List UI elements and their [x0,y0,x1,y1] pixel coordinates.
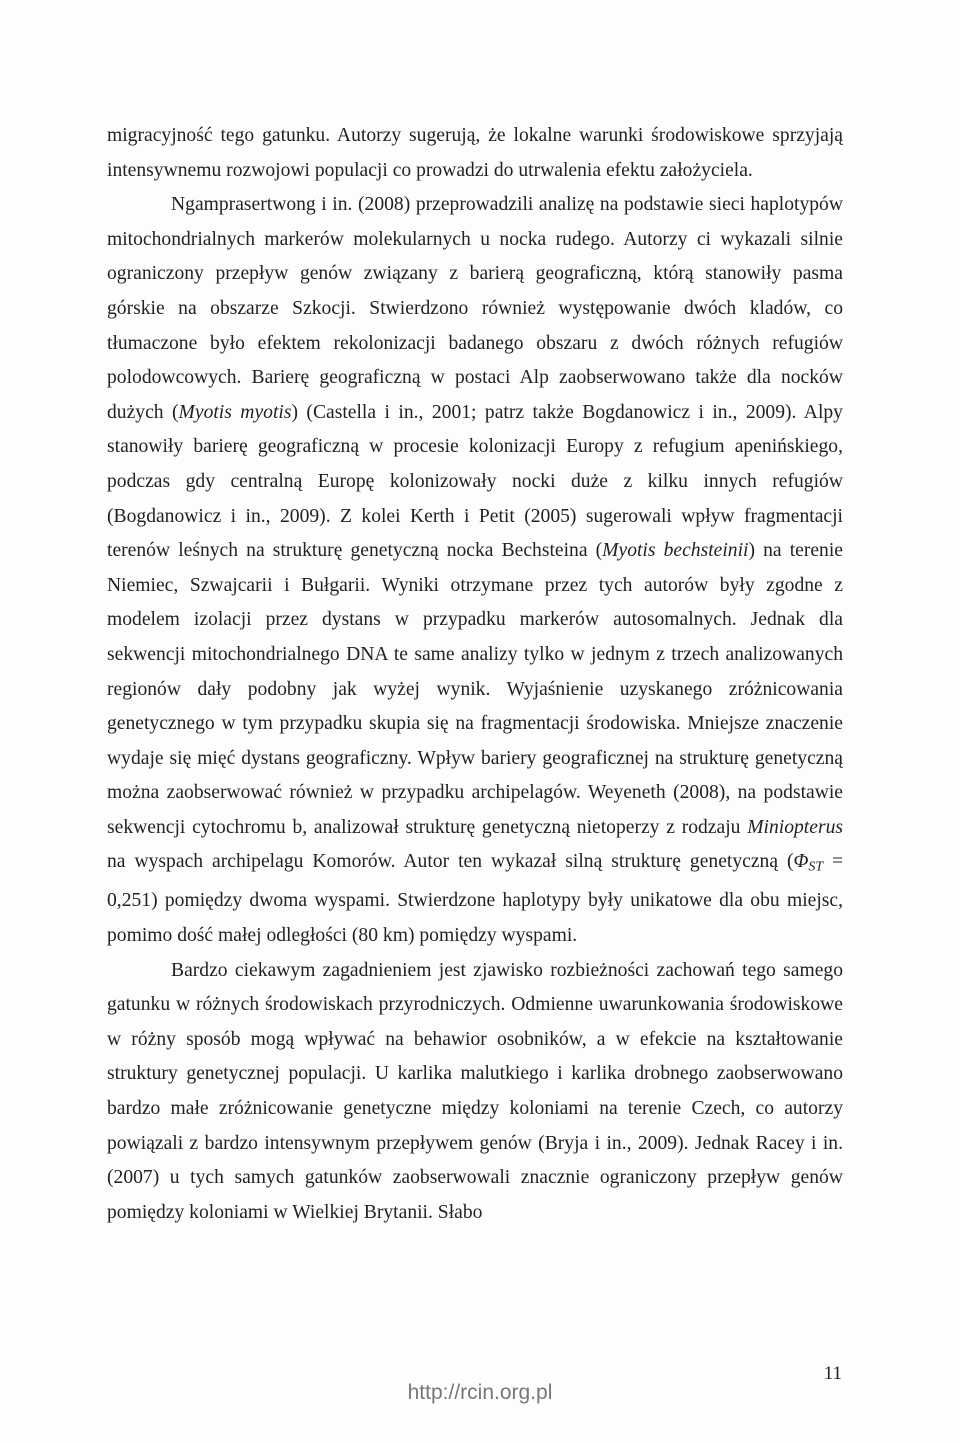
paragraph-p2 [107,188,843,953]
text-run: Φ [793,851,809,873]
text-run: Bardzo ciekawym zagadnieniem jest zjawisko rozbieżności zachowań tego samego gatunku w różnych środowiskach przyrodniczych. Odmienne uwarunkowania środowiskowe w różny sposób mogą wpływać na behawior osobników, a w efekcie na kształtowanie struktury genetycznej populacji. U karlika malutkiego i karlika drobnego zaobserwowano bardzo małe zróżnicowanie genetyczne między koloniami na terenie Czech, co autorzy powiązali z bardzo intensywnym przepływem genów (Bryja i in., 2009). Jednak Racey i in. (2007) u tych samych gatunków zaobserwowali znacznie ograniczony przepływ genów pomiędzy koloniami w Wielkiej Brytanii. Słabo [107,959,843,1223]
text-run: Myotis myotis [178,401,292,423]
text-run: migracyjność tego gatunku. Autorzy sugerują, że lokalne warunki środowiskowe sprzyjają intensywnemu rozwojowi populacji co prowadzi do utrwalenia efektu założyciela. [107,125,843,181]
page-number: 11 [823,1363,842,1384]
text-run: Ngamprasertwong i in. (2008) przeprowadzili analizę na podstawie sieci haplotypów mitochondrialnych markerów molekularnych u nocka rudego. Autorzy ci wykazali silnie ograniczony przepływ genów związany z barierą geograficzną, którą stanowiły pasma górskie na obszarze Szkocji. Stwierdzono również występowanie dwóch kladów, co tłumaczone było efektem rekolonizacji badanego obszaru z dwóch różnych refugiów polodowcowych. Barierę geograficzną w postaci Alp zaobserwowano także dla nocków dużych ( [107,194,843,423]
footer-url: http://rcin.org.pl [407,1381,553,1404]
text-run: Miniopterus [747,816,843,838]
text-run: na wyspach archipelagu Komorów. Autor ten wykazał silną strukturę genetyczną ( [107,851,794,873]
text-run: = 0,251) pomiędzy dwoma wyspami. Stwierdzone haplotypy były unikatowe dla obu miejsc, pomimo dość małej odległości (80 km) pomiędzy wyspami. [107,851,843,947]
body-text [107,119,843,1230]
text-run: ST [808,858,823,874]
paragraph-p1 [107,119,843,188]
text-run: ) (Castella i in., 2001; patrz także Bogdanowicz i in., 2009). Alpy stanowiły barierę geograficzną w procesie kolonizacji Europy z refugium apenińskiego, podczas gdy centralną Europę kolonizowały nocki duże z kilku innych refugiów (Bogdanowicz i in., 2009). Z kolei Kerth i Petit (2005) sugerowali wpływ fragmentacji terenów leśnych na strukturę genetyczną nocka Bechsteina ( [107,401,843,562]
paragraph-p3 [107,954,843,1231]
text-run: ) na terenie Niemiec, Szwajcarii i Bułgarii. Wyniki otrzymane przez tych autorów były zgodne z modelem izolacji przez dystans w przypadku markerów autosomalnych. Jednak dla sekwencji mitochondrialnego DNA te same analizy tylko w jednym z trzech analizowanych regionów dały podobny jak wyżej wynik. Wyjaśnienie uzyskanego zróżnicowania genetycznego w tym przypadku skupia się na fragmentacji środowiska. Mniejsze znaczenie wydaje się mięć dystans geograficzny. Wpływ bariery geograficznej na strukturę genetyczną można zaobserwować również w przypadku archipelagów. Weyeneth (2008), na podstawie sekwencji cytochromu b, analizował strukturę genetyczną nietoperzy z rodzaju [107,540,843,838]
text-run: Myotis bechsteinii [602,540,749,562]
